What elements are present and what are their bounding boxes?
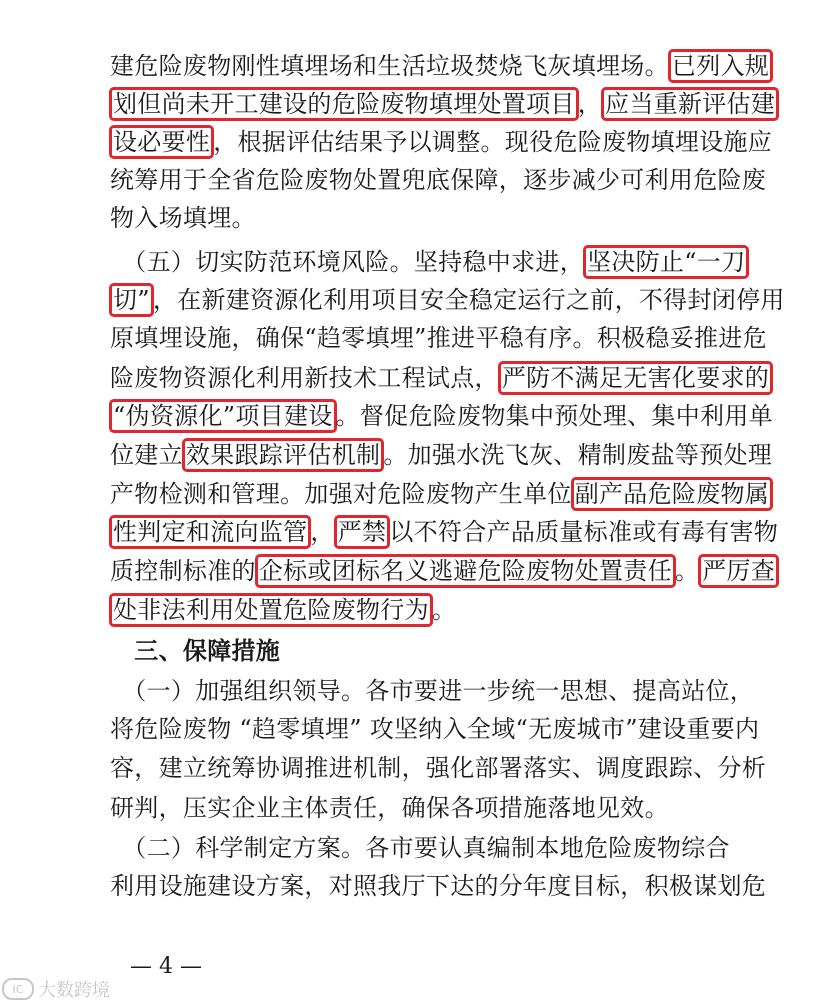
text-line (110, 711, 760, 747)
watermark (2, 976, 110, 1002)
highlighted-phrase: 严厉查 (698, 554, 779, 588)
text-segment: 位建立 (110, 441, 183, 469)
text-segment: 利用设施建设方案，对照我厅下达的分年度目标，积极谋划危 (110, 872, 767, 900)
text-line (110, 162, 767, 198)
highlighted-phrase: 划但尚未开工建设的危险废物填埋处置项目 (109, 87, 579, 121)
highlighted-phrase: “伪资源化”项目建设 (109, 399, 337, 433)
highlighted-phrase: 性判定和流向监管 (109, 515, 311, 549)
watermark-text: 大数跨境 (38, 980, 110, 1001)
highlighted-phrase: 企标或团标名义逃避危险废物处置责任 (255, 554, 676, 588)
text-segment: 质控制标准的 (110, 557, 256, 585)
highlighted-phrase: 严禁 (334, 515, 391, 549)
text-segment: 。 (674, 557, 700, 585)
text-line (110, 750, 767, 786)
text-segment: （一）加强组织领导。各市要进一步统一思想、提高站位， (110, 677, 755, 705)
text-segment: 。督促危险废物集中预处理、集中利用单 (335, 402, 773, 430)
highlighted-phrase: 设必要性 (109, 125, 214, 159)
highlighted-phrase: 处非法利用处置危险废物行为 (109, 593, 433, 627)
highlighted-phrase: 已列入规 (668, 49, 773, 83)
text-segment: ， (310, 518, 335, 546)
text-line (110, 790, 720, 826)
text-segment: 建危险废物刚性填埋场和生活垃圾焚烧飞灰填埋场。 (110, 52, 669, 80)
text-segment: 研判，压实企业主体责任，确保各项措施落地见效。 (110, 794, 669, 822)
highlighted-phrase: 效果跟踪评估机制 (182, 438, 384, 472)
text-line (110, 830, 730, 866)
page-number: — 4 — (130, 954, 202, 979)
highlighted-phrase: 应当重新评估建 (601, 87, 779, 121)
highlighted-phrase: 坚决防止“一刀 (583, 245, 749, 279)
text-line (110, 200, 720, 236)
text-line (110, 360, 770, 396)
highlighted-phrase: 切” (109, 283, 154, 317)
text-segment: 。加强水洗飞灰、精制废盐等预处理 (383, 441, 773, 469)
text-segment: 三、保障措施 (110, 637, 281, 665)
text-line (110, 592, 720, 628)
text-segment: ， (577, 90, 603, 118)
text-segment: （五）切实防范环境风险。坚持稳中求进， (110, 248, 584, 276)
text-segment: 物入场填埋。 (110, 204, 256, 232)
text-line (110, 868, 767, 904)
text-segment: （二）科学制定方案。各市要认真编制本地危险废物综合 (110, 834, 730, 862)
section-heading (110, 633, 720, 669)
text-line (110, 124, 773, 160)
text-line (110, 244, 746, 280)
text-segment: 将危险废物 “趋零填埋” 攻坚纳入全域“无废城市”建设重要内 (110, 715, 760, 743)
text-segment: 产物检测和管理。加强对危险废物产生单位 (110, 480, 572, 508)
text-line (110, 437, 773, 473)
text-line (110, 673, 755, 709)
watermark-logo-icon: IC (2, 978, 34, 1000)
text-segment: 险废物资源化利用新技术工程试点， (110, 364, 499, 392)
text-line (110, 282, 785, 318)
text-line (110, 553, 776, 589)
text-segment: ，在新建资源化利用项目安全稳定运行之前，不得封闭停用 (152, 286, 785, 314)
text-line (110, 514, 779, 550)
text-line (110, 86, 776, 122)
text-segment: ，根据评估结果予以调整。现役危险废物填埋设施应 (213, 128, 773, 156)
text-line (110, 398, 773, 434)
text-segment: 。 (431, 596, 457, 624)
text-segment: 原填埋设施，确保“趋零填埋”推进平稳有序。积极稳妥推进危 (110, 324, 767, 352)
text-segment: 统筹用于全省危险废物处置兜底保障，逐步减少可利用危险废 (110, 166, 767, 194)
text-line (110, 476, 770, 512)
highlighted-phrase: 副产品危险废物属 (571, 477, 773, 511)
text-segment: 以不符合产品质量标准或有毒有害物 (389, 518, 779, 546)
text-segment: 容，建立统筹协调推进机制，强化部署落实、调度跟踪、分析 (110, 754, 767, 782)
highlighted-phrase: 严防不满足无害化要求的 (498, 361, 773, 395)
text-line (110, 48, 770, 84)
text-line (110, 320, 767, 356)
